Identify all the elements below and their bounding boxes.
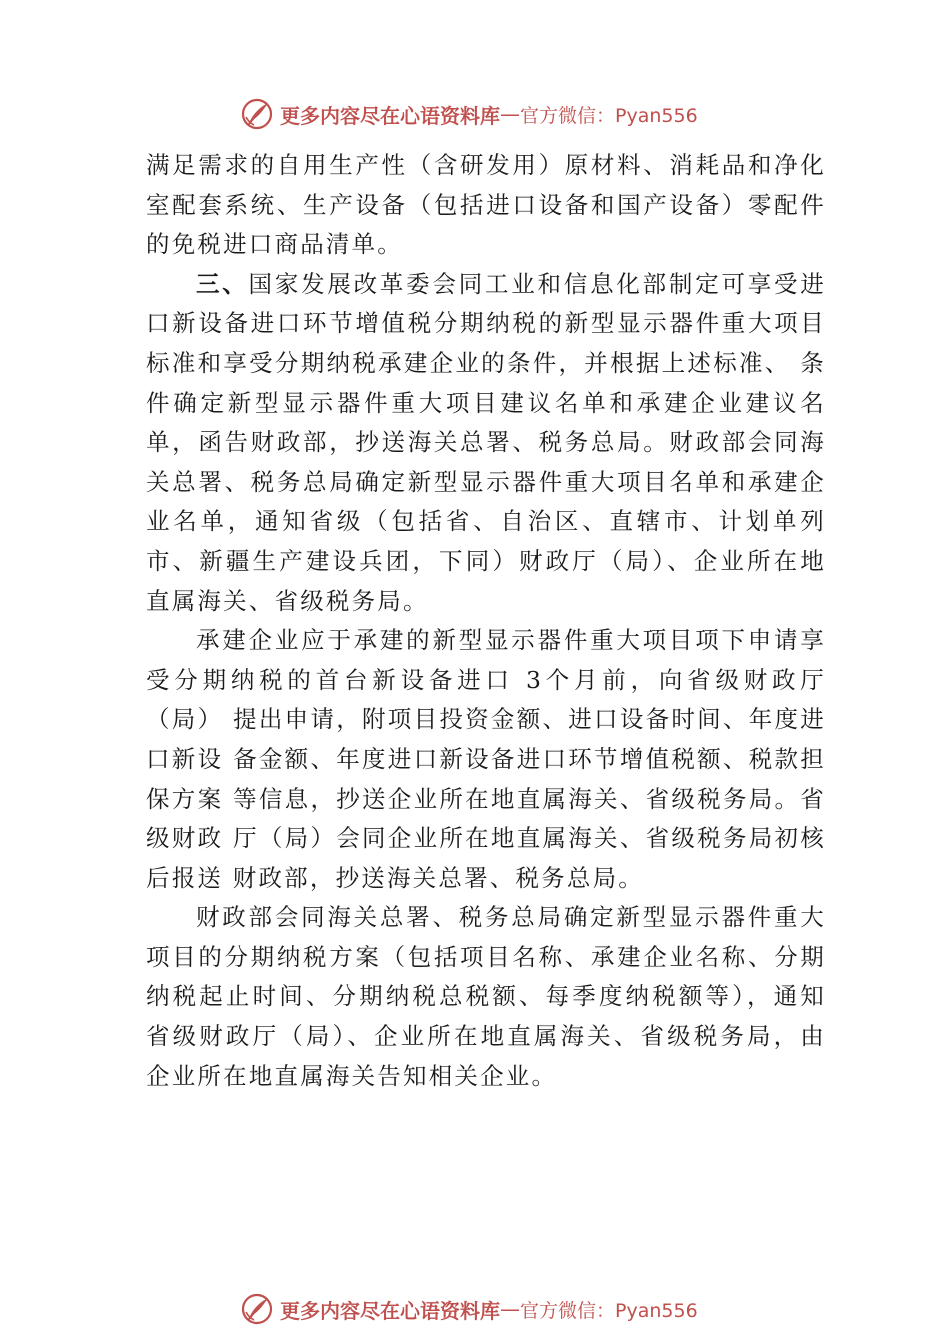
quill-logo-icon <box>240 1292 274 1326</box>
paragraph-2-body: 国家发展改革委会同工业和信息化部制定可享受进口新设备进口环节增值税分期纳税的新型显示器件重大项目标准和享受分期纳税承建企业的条件，并根据上述标准、 条件确定新型显示器件重大项目建议名单和承建企业建议名单，函告财政部，抄送海关总署、税务总局。财政部会同海关总署、税务总局确定新型显示器件重大项目名单和承建企业名单，通知省级（包括省、自治区、直辖市、计划单列市、新疆生产建设兵团，下同）财政厅（局）、企业所在地直属海关、省级税务局。 <box>146 269 826 615</box>
header-banner-wechat: 官方微信：Pyan556 <box>520 104 698 127</box>
paragraph-3: 承建企业应于承建的新型显示器件重大项目项下申请享受分期纳税的首台新设备进口 3个月前，向省级财政厅（局） 提出申请，附项目投资金额、进口设备时间、年度进口新设 备金额、年度进口新设备进口环节增值税额、税款担保方案 等信息，抄送企业所在地直属海关、省级税务局。省级财政 厅（局）会同企业所在地直属海关、省级税务局初核后报送 财政部，抄送海关总署、税务总局。 <box>146 626 826 892</box>
document-body <box>146 146 826 1096</box>
footer-banner <box>240 1289 740 1329</box>
quill-logo-icon <box>240 97 274 131</box>
header-banner-title: 更多内容尽在心语资料库 <box>280 103 500 128</box>
paragraph-2 <box>146 265 826 621</box>
paragraph-2-lead: 三、 <box>196 269 249 298</box>
footer-banner-wechat: 官方微信：Pyan556 <box>520 1299 698 1322</box>
header-banner-separator: — <box>500 102 520 126</box>
paragraph-1: 满足需求的自用生产性（含研发用）原材料、消耗品和净化室配套系统、生产设备（包括进口设备和国产设备）零配件的免税进口商品清单。 <box>146 151 826 259</box>
footer-banner-title: 更多内容尽在心语资料库 <box>280 1298 500 1323</box>
header-banner <box>240 94 740 134</box>
paragraph-4: 财政部会同海关总署、税务总局确定新型显示器件重大项目的分期纳税方案（包括项目名称、承建企业名称、分期纳税起止时间、分期纳税总税额、每季度纳税额等），通知省级财政厅（局）、企业所在地直属海关、省级税务局，由 企业所在地直属海关告知相关企业。 <box>146 903 826 1090</box>
footer-banner-separator: — <box>500 1297 520 1321</box>
